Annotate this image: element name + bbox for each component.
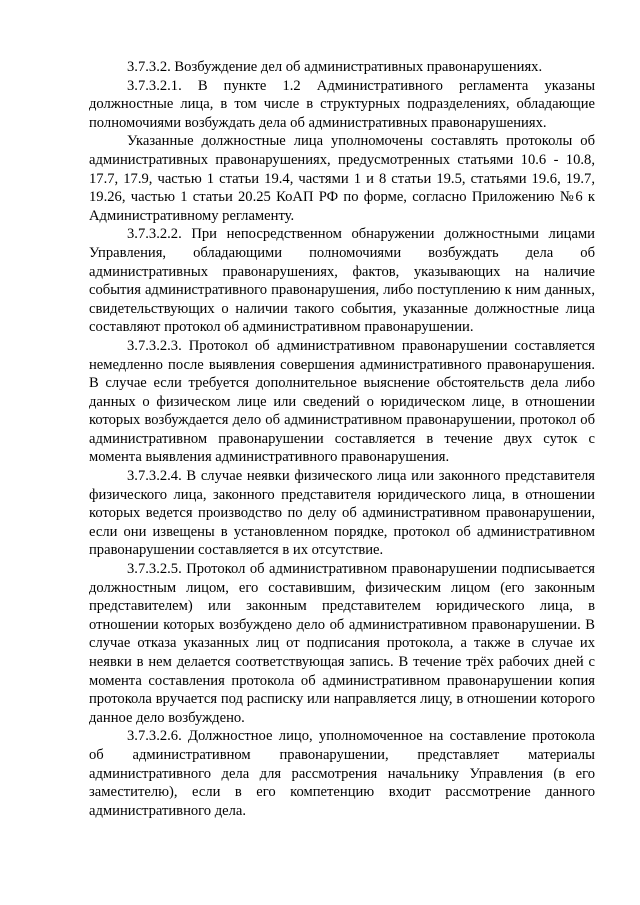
paragraph-3-7-3-2-2: 3.7.3.2.2. При непосредственном обнаружении должностными лицами Управления, обладающими полномочиями возбуждать дела об административных правонарушениях, фактов, указывающих на наличие события административного правонарушения, либо поступлению к ним данных, свидетельствующих о наличии такого события, указанные должностные лица составляют протокол об административном правонарушении. xyxy=(89,226,595,336)
paragraph-3-7-3-2-4: 3.7.3.2.4. В случае неявки физического лица или законного представителя физического лица, законного представителя юридического лица, в отношении которых ведется производство по делу об административном правонарушении, если они извещены в установленном порядке, протокол об административном правонарушении составляется в их отсутствие. xyxy=(89,468,595,559)
section-heading-3-7-3-2: 3.7.3.2. Возбуждение дел об административных правонарушениях. xyxy=(127,59,543,75)
paragraph-authorized-officials: Указанные должностные лица уполномочены составлять протоколы об административных правонарушениях, предусмотренных статьями 10.6 - 10.8, 17.7, 17.9, частью 1 статьи 19.4, частями 1 и 8 статьи 19.5, статьями 19.6, 19.7, 19.26, частью 1 статьи 20.25 КоАП РФ по форме, согласно Приложению №6 к Административному регламенту. xyxy=(89,133,595,224)
document-page xyxy=(89,58,595,820)
paragraph-3-7-3-2-3: 3.7.3.2.3. Протокол об административном правонарушении составляется немедленно после выявления совершения административного правонарушения. В случае если требуется дополнительное выяснение обстоятельств дела либо данных о физическом лице или сведений о юридическом лице, в отношении которых возбуждается дело об административном правонарушении, протокол об административном правонарушении составляется в течение двух суток с момента выявления административного правонарушения. xyxy=(89,337,595,466)
paragraph-3-7-3-2-1: 3.7.3.2.1. В пункте 1.2 Административного регламента указаны должностные лица, в том числе в структурных подразделениях, обладающие полномочиями возбуждать дела об административных правонарушениях. xyxy=(89,77,595,131)
paragraph-3-7-3-2-6: 3.7.3.2.6. Должностное лицо, уполномоченное на составление протокола об административном правонарушении, представляет материалы административного дела для рассмотрения начальнику Управления (в его заместителю), если в его компетенцию входит рассмотрение данного административного дела. xyxy=(89,728,595,819)
paragraph-3-7-3-2-5: 3.7.3.2.5. Протокол об административном правонарушении подписывается должностным лицом, его составившим, физическим лицом (его законным представителем) или законным представителем юридического лица, в отношении которых возбуждено дело об административном правонарушении. В случае отказа указанных лиц от подписания протокола, а также в случае их неявки в нем делается соответствующая запись. В течение трёх рабочих дней с момента составления протокола об административном правонарушении копия протокола вручается под расписку или направляется лицу, в отношении которого данное дело возбуждено. xyxy=(89,561,595,726)
